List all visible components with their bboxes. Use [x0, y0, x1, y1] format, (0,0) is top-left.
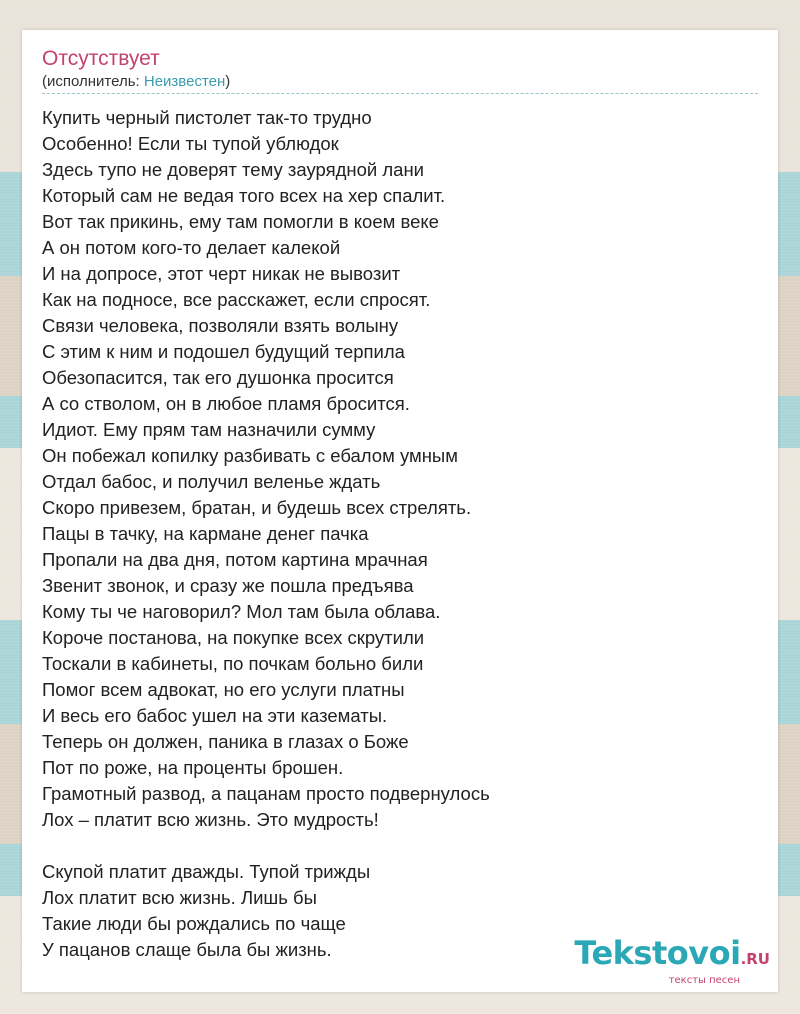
lyric-line: Кому ты че наговорил? Мол там была облава. — [42, 601, 441, 622]
lyric-line: Лох – платит всю жизнь. Это мудрость! — [42, 809, 379, 830]
logo-name: Tekstovoi — [574, 934, 741, 972]
lyric-line: Короче постанова, на покупке всех скрутили — [42, 627, 425, 648]
lyric-line: Лох платит всю жизнь. Лишь бы — [42, 887, 317, 908]
lyric-line: А со стволом, он в любое пламя бросится. — [42, 393, 410, 414]
lyric-line: Скупой платит дважды. Тупой трижды — [42, 861, 371, 882]
lyric-line: Здесь тупо не доверят тему заурядной лани — [42, 159, 424, 180]
lyric-line: Идиот. Ему прям там назначили сумму — [42, 419, 376, 440]
artist-prefix: (исполнитель: — [42, 73, 144, 90]
lyric-line: И на допросе, этот черт никак не вывозит — [42, 263, 401, 284]
stanza-break — [42, 833, 742, 859]
lyric-line: Отдал бабос, и получил веленье ждать — [42, 471, 381, 492]
lyric-line: Помог всем адвокат, но его услуги платны — [42, 679, 405, 700]
lyrics-text — [42, 105, 742, 963]
lyric-line: И весь его бабос ушел на эти казематы. — [42, 705, 388, 726]
lyric-line: Такие люди бы рождались по чаще — [42, 913, 346, 934]
artist-line — [42, 73, 230, 91]
song-title: Отсутствует — [42, 47, 160, 70]
lyric-line: Тоскали в кабинеты, по почкам больно били — [42, 653, 424, 674]
lyric-line: Обезопасится, так его душонка просится — [42, 367, 394, 388]
logo-wordmark — [574, 934, 770, 975]
lyric-line: Как на подносе, все расскажет, если спросят. — [42, 289, 431, 310]
lyrics-card — [22, 30, 778, 992]
lyric-line: Грамотный развод, а пацанам просто подвернулось — [42, 783, 490, 804]
lyric-line: Вот так прикинь, ему там помогли в коем веке — [42, 211, 439, 232]
lyric-line: Пацы в тачку, на кармане денег пачка — [42, 523, 369, 544]
lyric-line: Особенно! Если ты тупой ублюдок — [42, 133, 339, 154]
lyric-line: С этим к ним и подошел будущий терпила — [42, 341, 405, 362]
lyric-line: У пацанов слаще была бы жизнь. — [42, 939, 332, 960]
title-divider — [42, 93, 758, 94]
artist-link[interactable]: Неизвестен — [143, 73, 226, 90]
stanza-1 — [42, 105, 742, 833]
lyric-line: Теперь он должен, паника в глазах о Боже — [42, 731, 409, 752]
lyric-line: Звенит звонок, и сразу же пошла предъява — [42, 575, 414, 596]
logo-tld: .RU — [740, 950, 770, 968]
lyric-line: Купить черный пистолет так-то трудно — [42, 107, 372, 128]
lyric-line: Скоро привезем, братан, и будешь всех стрелять. — [42, 497, 472, 518]
lyric-line: Он побежал копилку разбивать с ебалом умным — [42, 445, 458, 466]
lyric-line: Связи человека, позволяли взять волыну — [42, 315, 399, 336]
artist-suffix: ) — [225, 73, 231, 90]
lyric-line: Который сам не ведая того всех на хер спалит. — [42, 185, 446, 206]
site-logo[interactable] — [574, 934, 770, 986]
lyric-line: Пот по роже, на проценты брошен. — [42, 757, 344, 778]
lyric-line: А он потом кого-то делает калекой — [42, 237, 341, 258]
lyric-line: Пропали на два дня, потом картина мрачная — [42, 549, 428, 570]
logo-subtitle: тексты песен — [668, 975, 740, 986]
